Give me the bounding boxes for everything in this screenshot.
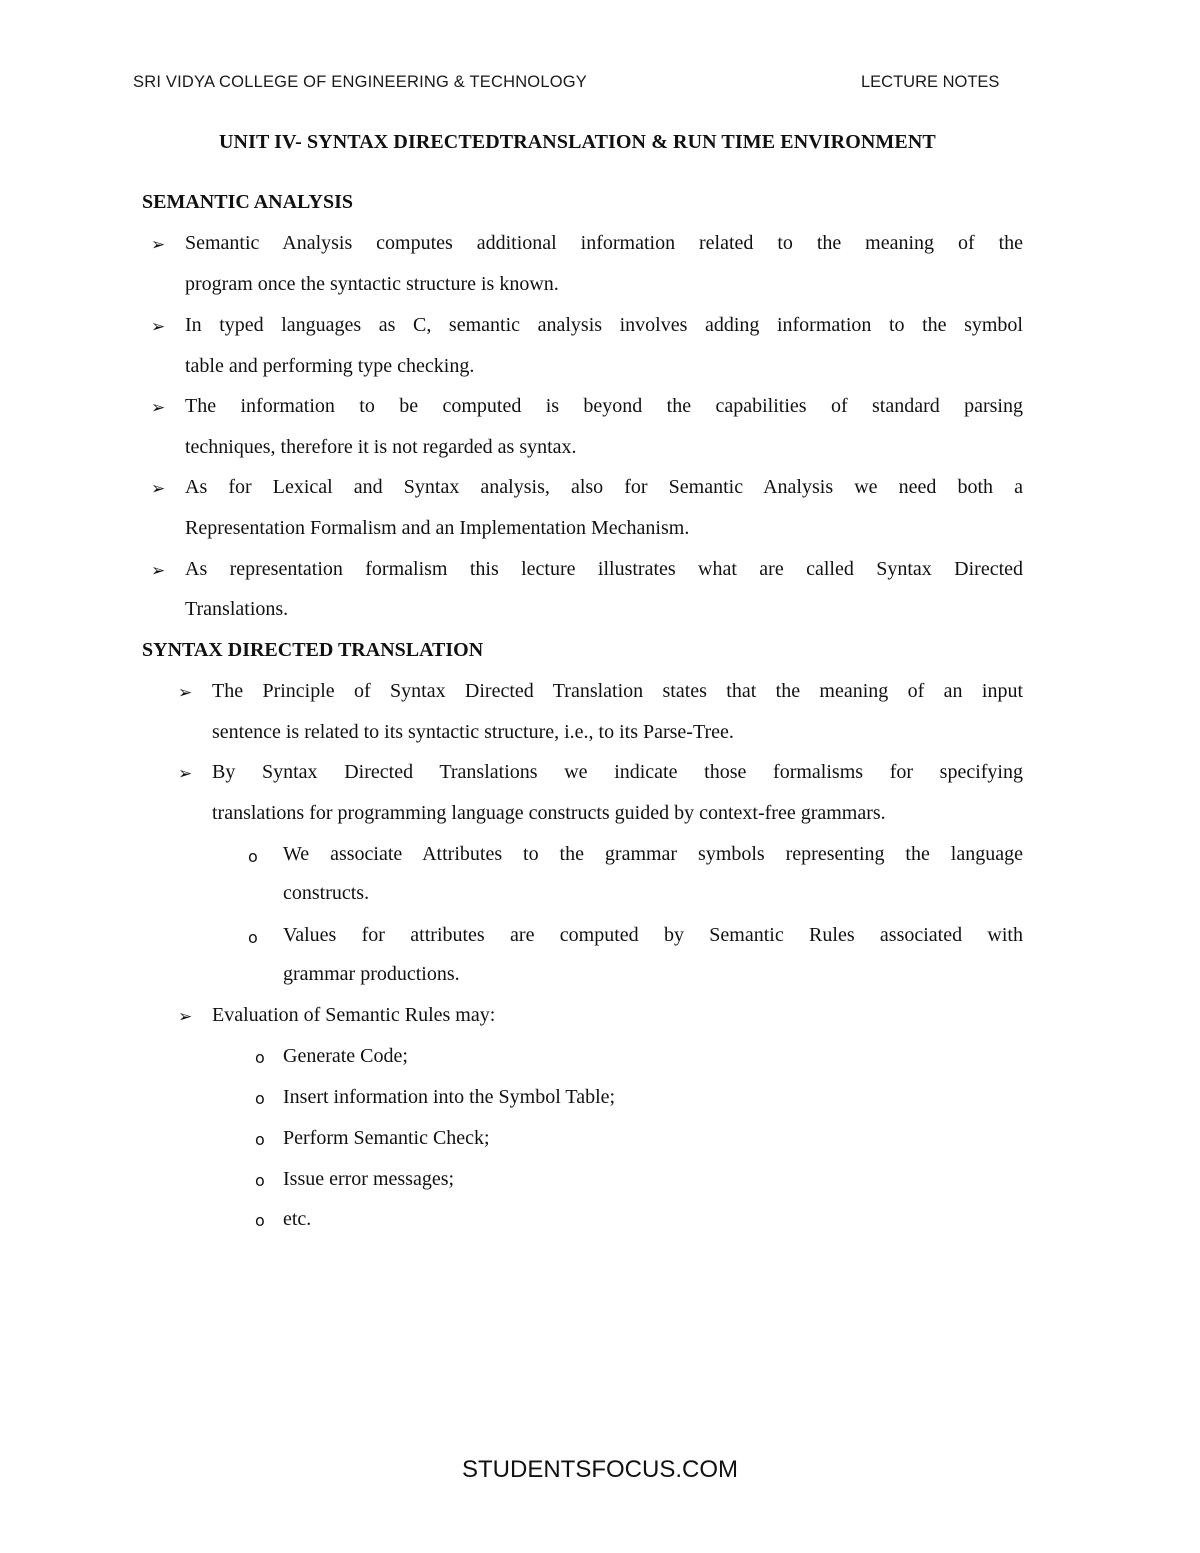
semantic-bullet-1-line-1: Semantic Analysis computes additional information related to the meaning of the: [185, 232, 1023, 254]
circle-bullet-icon: o: [248, 928, 258, 947]
sdt-bullet-1-line-1: The Principle of Syntax Directed Translation states that the meaning of an input: [212, 680, 1023, 702]
evaluation-text: Evaluation of Semantic Rules may:: [212, 1004, 496, 1026]
semantic-bullet-2-line-1: In typed languages as C, semantic analysis involves adding information to the symbol: [185, 314, 1023, 336]
circle-bullet-icon: o: [255, 1130, 265, 1149]
sdt-bullet-2-line-1: By Syntax Directed Translations we indicate those formalisms for specifying: [212, 761, 1023, 783]
evaluation-item-4: Issue error messages;: [283, 1168, 455, 1190]
footer-website: STUDENTSFOCUS.COM: [462, 1456, 738, 1483]
semantic-bullet-3-line-1: The information to be computed is beyond the capabilities of standard parsing: [185, 395, 1023, 417]
evaluation-item-2: Insert information into the Symbol Table;: [283, 1086, 616, 1108]
semantic-bullet-1-line-2: program once the syntactic structure is known.: [185, 273, 559, 295]
evaluation-item-1: Generate Code;: [283, 1045, 408, 1067]
sdt-sub-bullet-2-line-2: grammar productions.: [283, 963, 460, 985]
semantic-bullet-2-line-2: table and performing type checking.: [185, 355, 475, 377]
sdt-bullet-1-line-2: sentence is related to its syntactic structure, i.e., to its Parse-Tree.: [212, 721, 734, 743]
unit-title: UNIT IV- SYNTAX DIRECTEDTRANSLATION & RUN TIME ENVIRONMENT: [219, 131, 936, 153]
semantic-analysis-heading: SEMANTIC ANALYSIS: [142, 191, 353, 213]
circle-bullet-icon: o: [248, 847, 258, 866]
arrow-bullet-icon: ➢: [151, 317, 166, 337]
evaluation-item-5: etc.: [283, 1208, 312, 1230]
sdt-bullet-2-line-2: translations for programming language constructs guided by context-free grammars.: [212, 802, 886, 824]
arrow-bullet-icon: ➢: [151, 561, 166, 581]
circle-bullet-icon: o: [255, 1211, 265, 1230]
semantic-bullet-5-line-2: Translations.: [185, 598, 289, 620]
arrow-bullet-icon: ➢: [151, 398, 166, 418]
arrow-bullet-icon: ➢: [178, 1007, 193, 1027]
circle-bullet-icon: o: [255, 1089, 265, 1108]
semantic-bullet-5-line-1: As representation formalism this lecture illustrates what are called Syntax Directed: [185, 558, 1023, 580]
semantic-bullet-4-line-2: Representation Formalism and an Implementation Mechanism.: [185, 517, 690, 539]
evaluation-item-3: Perform Semantic Check;: [283, 1127, 490, 1149]
arrow-bullet-icon: ➢: [151, 479, 166, 499]
circle-bullet-icon: o: [255, 1171, 265, 1190]
semantic-bullet-3-line-2: techniques, therefore it is not regarded as syntax.: [185, 436, 577, 458]
semantic-bullet-4-line-1: As for Lexical and Syntax analysis, also for Semantic Analysis we need both a: [185, 476, 1023, 498]
sdt-sub-bullet-1-line-2: constructs.: [283, 882, 370, 904]
sdt-sub-bullet-1-line-1: We associate Attributes to the grammar symbols representing the language: [283, 843, 1023, 865]
circle-bullet-icon: o: [255, 1048, 265, 1067]
arrow-bullet-icon: ➢: [178, 683, 193, 703]
arrow-bullet-icon: ➢: [151, 235, 166, 255]
sdt-heading: SYNTAX DIRECTED TRANSLATION: [142, 639, 484, 661]
college-name: SRI VIDYA COLLEGE OF ENGINEERING & TECHNOLOGY: [133, 73, 587, 91]
sdt-sub-bullet-2-line-1: Values for attributes are computed by Semantic Rules associated with: [283, 924, 1023, 946]
arrow-bullet-icon: ➢: [178, 764, 193, 784]
document-type: LECTURE NOTES: [861, 73, 1000, 91]
